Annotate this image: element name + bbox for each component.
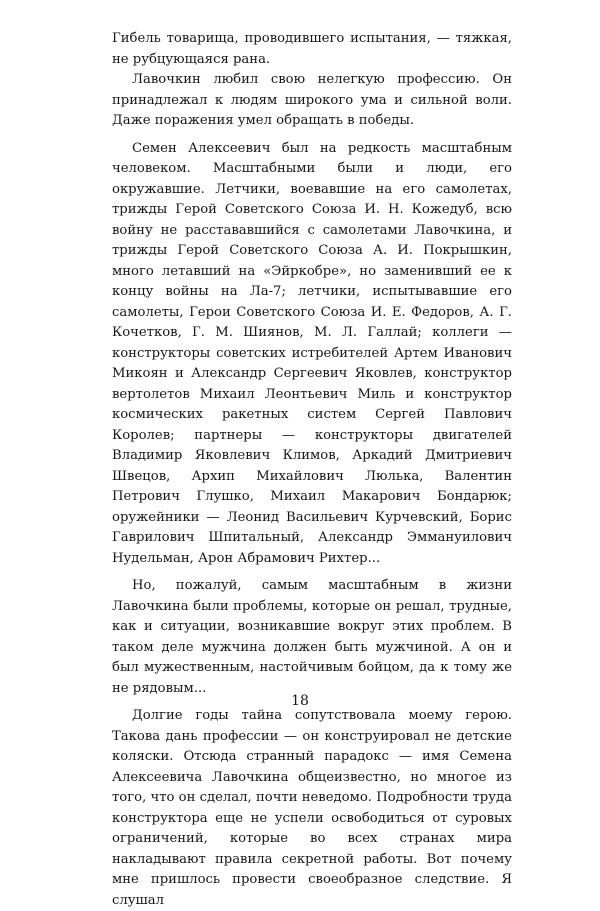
paragraph-1: Гибель товарища, проводившего испытания, — тяжкая, не рубцующаяся рана.: [112, 31, 512, 67]
paragraph-4: Но, пожалуй, самым масштабным в жизни Лавочкина были проблемы, которые он решал, трудные, как и ситуации, возникавшие вокруг этих проблем. В таком деле мужчина должен быть мужчиной. А он и был мужественным, настойчивым бойцом, да к тому же не рядовым...: [112, 578, 512, 696]
page-number: 18: [291, 693, 309, 709]
paragraph-3: Семен Алексеевич был на редкость масштабным человеком. Масштабными были и люди, его окружавшие. Летчики, воевавшие на его самолетах, трижды Герой Советского Союза И. Н. Кожедуб, всю войну не расстававшийся с самолетами Лавочкина, и трижды Герой Советского Союза А. И. Покрышкин, много летавший на «Эйркобре», но заменивший ее к концу войны на Ла-7; летчики, испытывавшие его самолеты, Герои Советского Союза И. Е. Федоров, А. Г. Кочетков, Г. М. Шиянов, М. Л. Галлай; коллеги — конструкторы советских истребителей Артем Иванович Микоян и Александр Сергеевич Яковлев, конструктор вертолетов Михаил Леонтьевич Миль и конструктор космических ракетных систем Сергей Павлович Королев; партнеры — конструкторы двигателей Владимир Яковлевич Климов, Аркадий Дмитриевич Швецов, Архип Михайлович Люлька, Валентин Петрович Глушко, Михаил Макарович Бондарюк; оружейники — Леонид Васильевич Курчевский, Борис Гаврилович Шпитальный, Александр Эммануилович Нудельман, Арон Абрамович Рихтер...: [112, 140, 512, 566]
paragraph-2: Лавочкин любил свою нелегкую профессию. Он принадлежал к людям широкого ума и сильной воли. Даже поражения умел обращать в победы.: [112, 72, 512, 128]
paragraph-5: Долгие годы тайна сопутствовала моему герою. Такова дань профессии — он конструировал не детские коляски. Отсюда странный парадокс — имя Семена Алексеевича Лавочкина общеизвестно, но многое из того, что он сделал, почти неведомо. Подробности труда конструктора еще не успели освободиться от суровых ограничений, которые во всех странах мира накладывают правила секретной работы. Вот почему мне пришлось провести своеобразное следствие. Я слушал: [112, 708, 512, 908]
page-body: [112, 29, 512, 911]
